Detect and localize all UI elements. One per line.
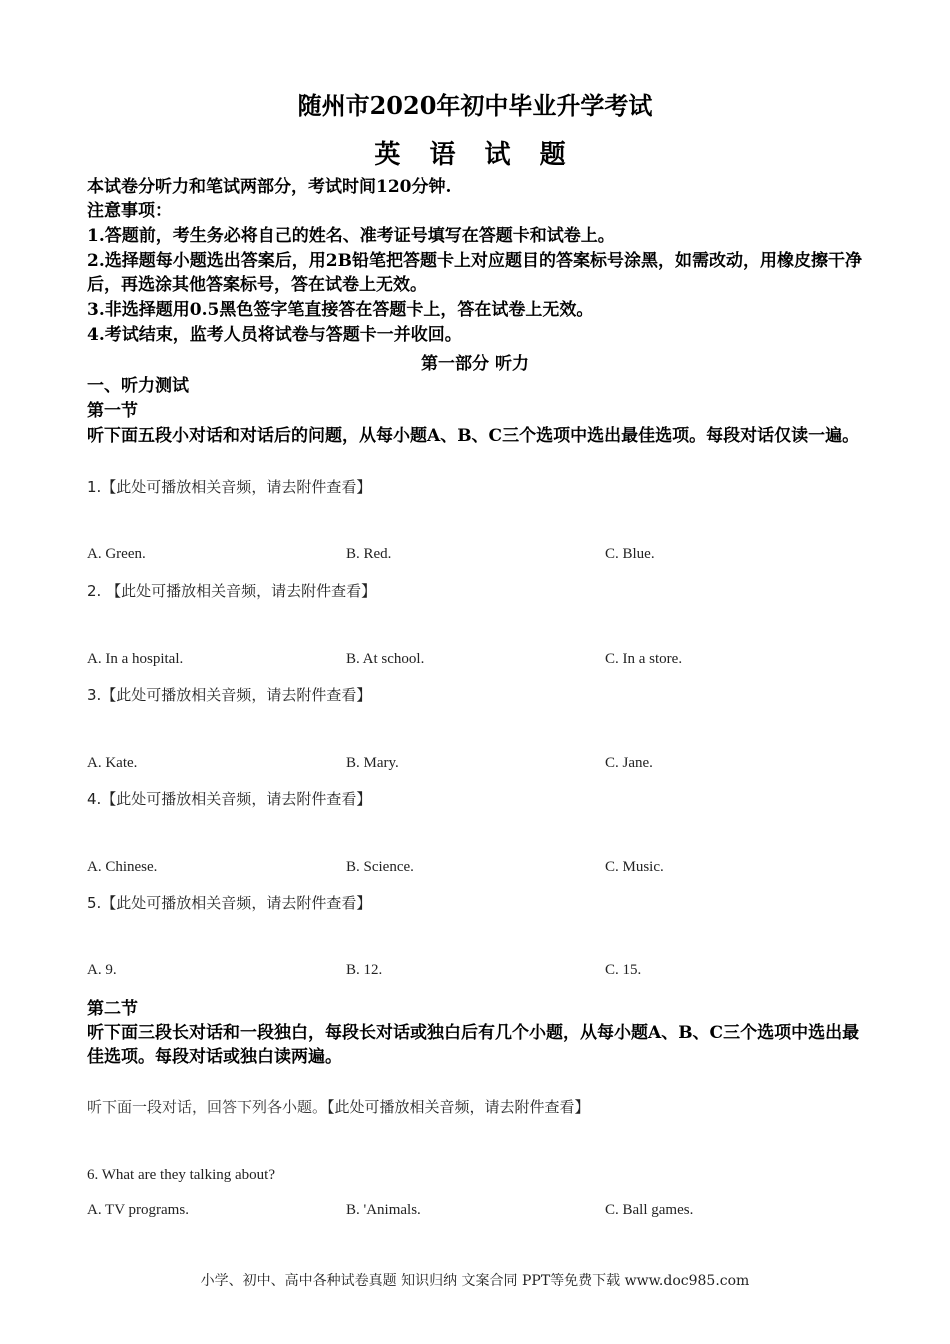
question-prompt-2: 2. 【此处可播放相关音频，请去附件查看】 — [87, 582, 377, 600]
question-3-option-c: C. Jane. — [605, 755, 653, 771]
listen-audio-placeholder: 【此处可播放相关音频，请去附件查看】 — [327, 1098, 590, 1116]
question-1-option-c: C. Blue. — [605, 546, 655, 562]
notice-item-3: 3.非选择题用0.5黑色签字笔直接答在答题卡上，答在试卷上无效。 — [87, 300, 594, 320]
question-1-option-b: B. Red. — [346, 546, 392, 562]
question-2-option-b: B. At school. — [346, 651, 425, 667]
question-4-option-c: C. Music. — [605, 859, 664, 875]
section-title: 一、听力测试 — [87, 376, 189, 396]
question-prompt-1: 1.【此处可播放相关音频，请去附件查看】 — [87, 478, 372, 496]
question-2-option-c: C. In a store. — [605, 651, 683, 667]
question-3-option-b: B. Mary. — [346, 755, 399, 771]
notice-item-2: 2.选择题每小题选出答案后，用2B铅笔把答题卡上对应题目的答案标号涂黑，如需改动，用橡皮擦干净后，再选涂其他答案标号，答在试卷上无效。 — [87, 251, 862, 295]
notice-item-4: 4.考试结束，监考人员将试卷与答题卡一并收回。 — [87, 325, 462, 345]
question-6-option-b: B. 'Animals. — [346, 1202, 421, 1218]
section-2-directions: 听下面三段长对话和一段独白，每段长对话或独白后有几个小题，从每小题A、B、C三个选项中选出最佳选项。每段对话或独白读两遍。 — [87, 1023, 860, 1067]
question-prompt-3: 3.【此处可播放相关音频，请去附件查看】 — [87, 686, 372, 704]
question-5-option-a: A. 9. — [87, 962, 117, 978]
question-5-option-c: C. 15. — [605, 962, 642, 978]
exam-intro: 本试卷分听力和笔试两部分，考试时间120分钟. — [87, 177, 452, 197]
question-6-option-c: C. Ball games. — [605, 1202, 694, 1218]
question-prompt-5: 5.【此处可播放相关音频，请去附件查看】 — [87, 894, 372, 912]
notice-item-1: 1.答题前，考生务必将自己的姓名、准考证号填写在答题卡和试卷上。 — [87, 226, 615, 246]
question-3-option-a: A. Kate. — [87, 755, 138, 771]
part-heading: 第一部分 听力 — [421, 354, 529, 374]
question-prompt-6: 6. What are they talking about? — [87, 1167, 275, 1183]
page-footer: 小学、初中、高中各种试卷真题 知识归纳 文案合同 PPT等免费下载 www.doc985.com — [200, 1273, 750, 1289]
section-2-label: 第二节 — [87, 999, 138, 1019]
section-1-directions: 听下面五段小对话和对话后的问题，从每小题A、B、C三个选项中选出最佳选项。每段对话仅读一遍。 — [87, 426, 860, 446]
section-1-label: 第一节 — [87, 401, 138, 421]
listen-intro: 听下面一段对话，回答下列各小题。 — [87, 1100, 328, 1116]
notice-label: 注意事项： — [87, 201, 172, 221]
listen-instruction — [87, 1096, 590, 1117]
question-1-option-a: A. Green. — [87, 546, 146, 562]
question-4-option-b: B. Science. — [346, 859, 414, 875]
question-5-option-b: B. 12. — [346, 962, 383, 978]
question-4-option-a: A. Chinese. — [87, 859, 158, 875]
page-title: 随州市2020年初中毕业升学考试 — [297, 91, 653, 120]
question-2-option-a: A. In a hospital. — [87, 651, 184, 667]
question-6-option-a: A. TV programs. — [87, 1202, 189, 1218]
question-prompt-4: 4.【此处可播放相关音频，请去附件查看】 — [87, 790, 372, 808]
page-subtitle: 英 语 试 题 — [374, 140, 576, 170]
